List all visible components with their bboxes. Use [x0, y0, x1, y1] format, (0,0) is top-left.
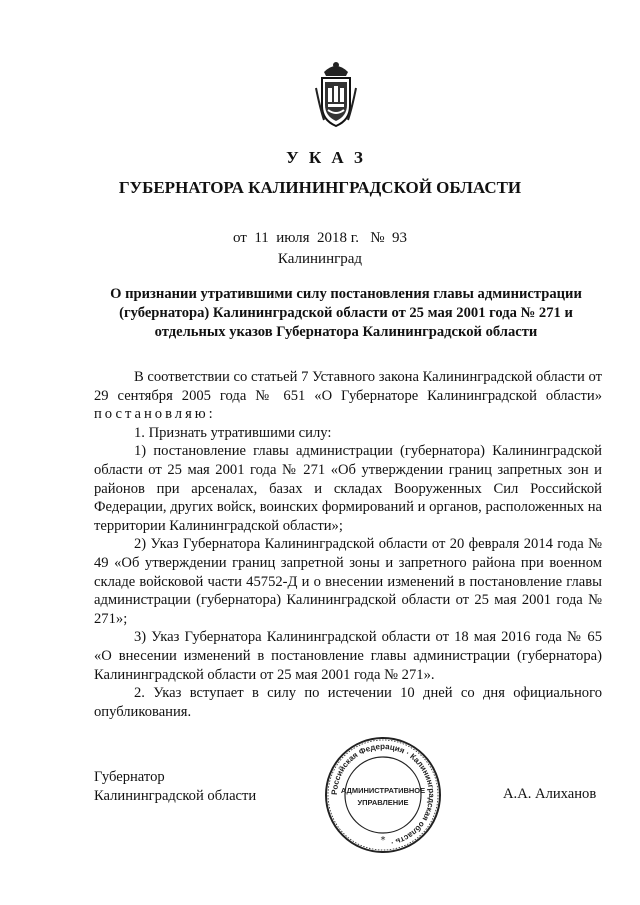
clause-1-1: 1) постановление главы администрации (губернатора) Калининградской области от 25 мая 2001 года № 271 «Об утверждении границ запретных зон и районов при арсеналах, базах и складах Вооруженных Сил Российской Федерации, других войск, воинских формирований и органов, расположенных на территории Калининградской области»; [94, 443, 602, 534]
document-subject: О признании утратившими силу постановления главы администрации (губернатора) Калининградской области от 25 мая 2001 года № 271 и отдельных указов Губернатора Калининградской области [110, 286, 582, 340]
date-day: 11 [254, 230, 269, 246]
signatory-name: А.А. Алиханов [503, 786, 597, 802]
intro-verb: постановляю: [94, 406, 216, 423]
clause-1-2: 2) Указ Губернатора Калининградской области от 20 февраля 2014 года № 49 «Об утверждении границ запретной зоны и запретного района при военном складе войсковой части 45752-Д и о внесении изменений в постановление главы администрации (губернатора) Калининградской области от 25 мая 2001 года № 271»; [94, 536, 602, 627]
issuer-title: ГУБЕРНАТОРА КАЛИНИНГРАДСКОЙ ОБЛАСТИ [118, 178, 522, 197]
document-body [94, 368, 602, 721]
seal-star-icon: * [380, 835, 386, 846]
signatory-position [94, 768, 256, 805]
date-year: 2018 г. [317, 230, 359, 246]
date-line [0, 230, 640, 247]
document-type-title: У К А З [286, 148, 366, 167]
date-month: июля [276, 230, 310, 246]
clause-2: 2. Указ вступает в силу по истечении 10 дней со дня официального опубликования. [94, 685, 602, 720]
seal-center-line-1: АДМИНИСТРАТИВНОЕ [340, 786, 426, 795]
clause-1: 1. Признать утратившими силу: [134, 424, 332, 441]
document-number: 93 [392, 230, 408, 246]
position-line-1: Губернатор [94, 769, 165, 785]
date-prefix: от [232, 230, 247, 246]
seal-ring-text: Российская Федерация · Калининградская область · [329, 741, 437, 848]
coat-of-arms-emblem [314, 58, 358, 132]
seal-center-line-2: УПРАВЛЕНИЕ [357, 798, 409, 807]
intro-text: В соответствии со статьей 7 Уставного закона Калининградской области от 29 сентября 2005 года № 651 «О Губернаторе Калининградской области» [94, 369, 602, 404]
clause-1-3: 3) Указ Губернатора Калининградской области от 18 мая 2016 года № 65 «О внесении изменений в постановление главы администрации (губернатора) Калининградской области от 25 мая 2001 года № 271». [94, 629, 602, 683]
official-seal [323, 735, 443, 855]
position-line-2: Калининградской области [94, 787, 257, 804]
city: Калининград [277, 251, 363, 267]
intro-paragraph [94, 368, 602, 424]
number-label: № [370, 230, 385, 246]
